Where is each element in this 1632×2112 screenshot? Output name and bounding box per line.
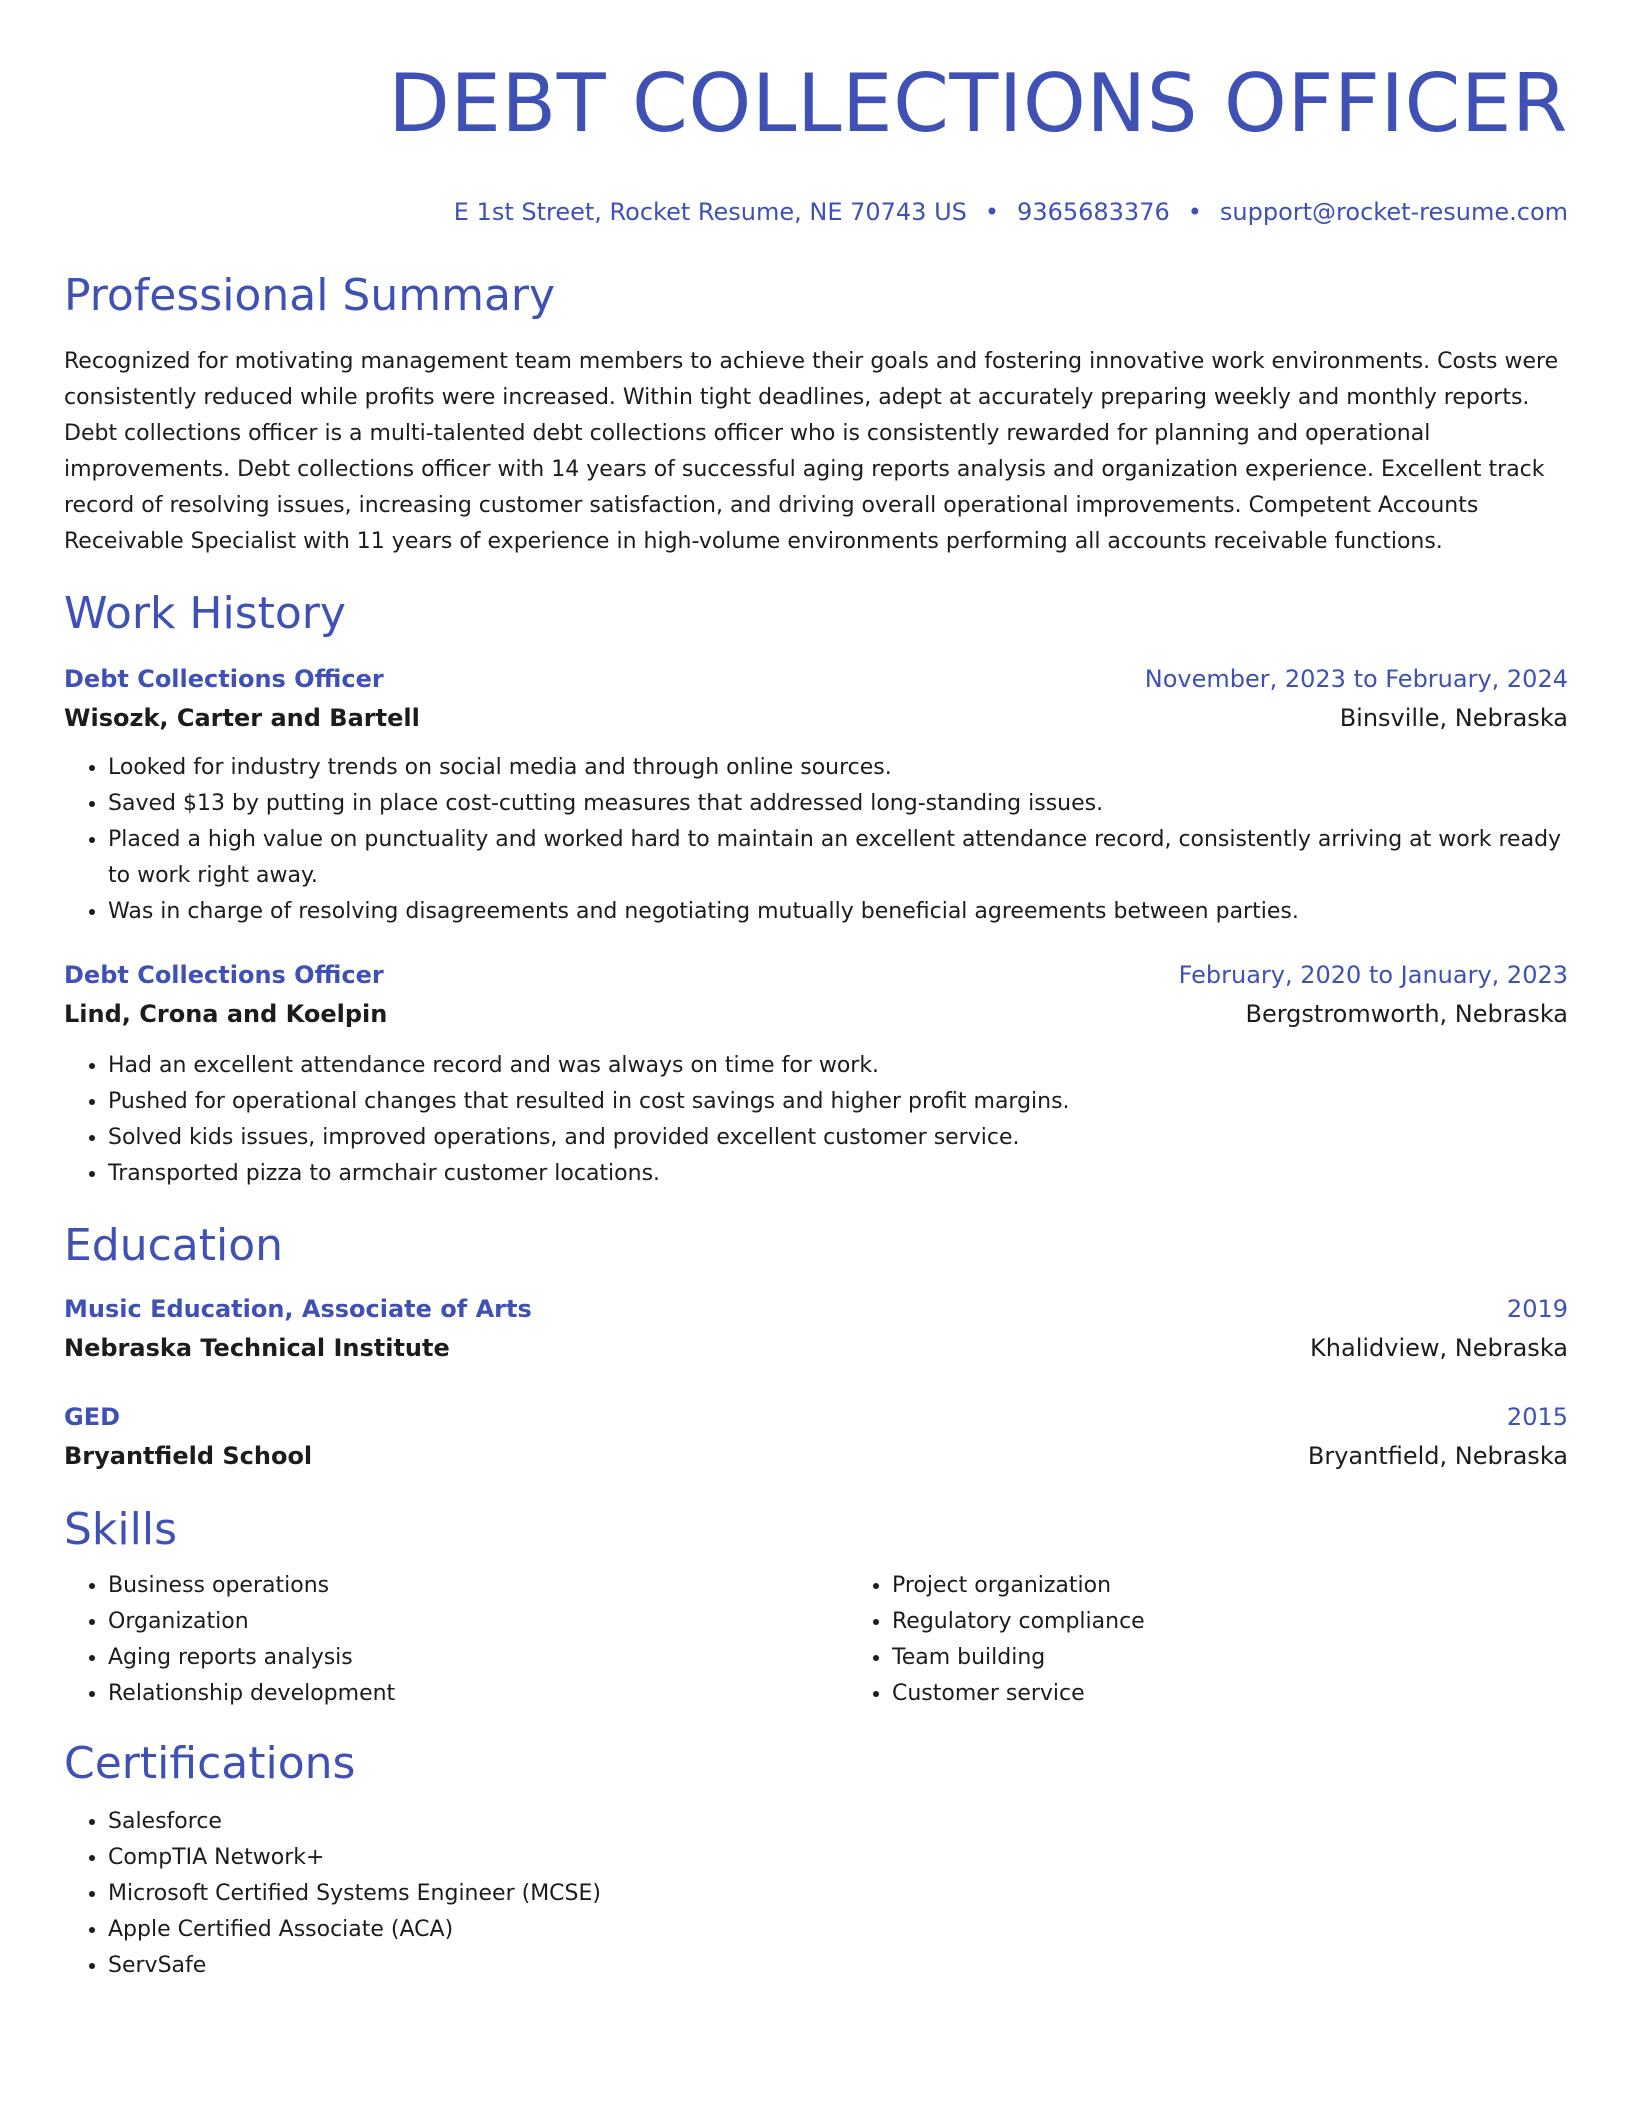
section-title-certifications: Certifications <box>64 1738 356 1789</box>
list-item: • Transported pizza to armchair customer locations. <box>108 1156 1568 1192</box>
job-entry <box>64 660 1568 930</box>
certifications-list <box>64 1804 1568 1984</box>
job-header-row <box>64 660 1568 698</box>
summary-section <box>64 268 1568 560</box>
summary-text: Recognized for motivating management team members to achieve their goals and fostering innovative work environments. Costs were consistently reduced while profits were increased. Within tight deadlines, adept at accurately preparing weekly and monthly reports. Debt collections officer is a multi-talented debt collections officer who is consistently rewarded for planning and operational improvements. Debt collections officer with 14 years of successful aging reports analysis and organization experience. Excellent track record of resolving issues, increasing customer satisfaction, and driving overall operational improvements. Competent Accounts Receivable Specialist with 11 years of experience in high-volume environments performing all accounts receivable functions. <box>64 349 1559 554</box>
education-school-row <box>64 1436 1568 1476</box>
contact-separator: • <box>984 198 1000 226</box>
job-company-row <box>64 698 1568 738</box>
list-item: • Was in charge of resolving disagreements and negotiating mutually beneficial agreements between parties. <box>108 894 1568 930</box>
section-title-education: Education <box>64 1220 284 1271</box>
job-title: Debt Collections Officer <box>64 665 384 693</box>
job-company: Wisozk, Carter and Bartell <box>64 704 420 732</box>
list-item: • Relationship development <box>108 1676 848 1712</box>
contact-address: E 1st Street, Rocket Resume, NE 70743 US <box>453 198 967 226</box>
work-history-section <box>64 586 1568 1192</box>
list-item: • Customer service <box>892 1676 1632 1712</box>
list-item: • CompTIA Network+ <box>108 1840 1568 1876</box>
resume-header <box>64 52 1568 228</box>
skills-columns <box>64 1568 1568 1712</box>
list-item: • Microsoft Certified Systems Engineer (MCSE) <box>108 1876 1568 1912</box>
job-location: Bergstromworth, Nebraska <box>1245 1000 1568 1028</box>
list-item: • ServSafe <box>108 1948 1568 1984</box>
education-entry <box>64 1290 1568 1368</box>
list-item: • Looked for industry trends on social media and through online sources. <box>108 750 1568 786</box>
education-location: Khalidview, Nebraska <box>1310 1334 1568 1362</box>
resume-name: DEBT COLLECTIONS OFFICER <box>388 57 1568 150</box>
job-bullets <box>64 750 1568 930</box>
job-bullets <box>64 1048 1568 1192</box>
job-title: Debt Collections Officer <box>64 961 384 989</box>
section-title-work-history: Work History <box>64 588 346 639</box>
education-year: 2019 <box>1506 1295 1568 1323</box>
education-header-row <box>64 1290 1568 1328</box>
education-header-row <box>64 1398 1568 1436</box>
education-entry <box>64 1398 1568 1476</box>
skills-list-right <box>848 1568 1632 1712</box>
job-dates: February, 2020 to January, 2023 <box>1178 961 1568 989</box>
job-company: Lind, Crona and Koelpin <box>64 1000 388 1028</box>
list-item: • Project organization <box>892 1568 1632 1604</box>
section-title-skills: Skills <box>64 1504 178 1555</box>
education-degree: GED <box>64 1403 121 1431</box>
list-item: • Placed a high value on punctuality and worked hard to maintain an excellent attendance record, consistently arriving at work ready to work right away. <box>108 822 1568 894</box>
job-company-row <box>64 994 1568 1034</box>
list-item: • Aging reports analysis <box>108 1640 848 1676</box>
contact-phone: 9365683376 <box>1017 198 1170 226</box>
education-degree: Music Education, Associate of Arts <box>64 1295 532 1323</box>
education-year: 2015 <box>1506 1403 1568 1431</box>
list-item: • Regulatory compliance <box>892 1604 1632 1640</box>
job-entry <box>64 956 1568 1192</box>
list-item: • Organization <box>108 1604 848 1640</box>
education-school-row <box>64 1328 1568 1368</box>
education-section <box>64 1218 1568 1476</box>
education-school: Nebraska Technical Institute <box>64 1334 450 1362</box>
skills-list-left <box>64 1568 848 1712</box>
list-item: • Business operations <box>108 1568 848 1604</box>
contact-line <box>64 196 1568 228</box>
job-dates: November, 2023 to February, 2024 <box>1144 665 1568 693</box>
certifications-section <box>64 1736 1568 1984</box>
education-school: Bryantfield School <box>64 1442 313 1470</box>
education-location: Bryantfield, Nebraska <box>1307 1442 1568 1470</box>
list-item: • Salesforce <box>108 1804 1568 1840</box>
job-location: Binsville, Nebraska <box>1339 704 1568 732</box>
skills-section <box>64 1502 1568 1712</box>
list-item: • Saved $13 by putting in place cost-cutting measures that addressed long-standing issues. <box>108 786 1568 822</box>
job-header-row <box>64 956 1568 994</box>
list-item: • Team building <box>892 1640 1632 1676</box>
list-item: • Solved kids issues, improved operations, and provided excellent customer service. <box>108 1120 1568 1156</box>
list-item: • Pushed for operational changes that resulted in cost savings and higher profit margins. <box>108 1084 1568 1120</box>
list-item: • Apple Certified Associate (ACA) <box>108 1912 1568 1948</box>
section-title-summary: Professional Summary <box>64 270 556 321</box>
list-item: • Had an excellent attendance record and was always on time for work. <box>108 1048 1568 1084</box>
contact-email[interactable]: support@rocket-resume.com <box>1219 198 1568 226</box>
contact-separator: • <box>1187 198 1202 226</box>
